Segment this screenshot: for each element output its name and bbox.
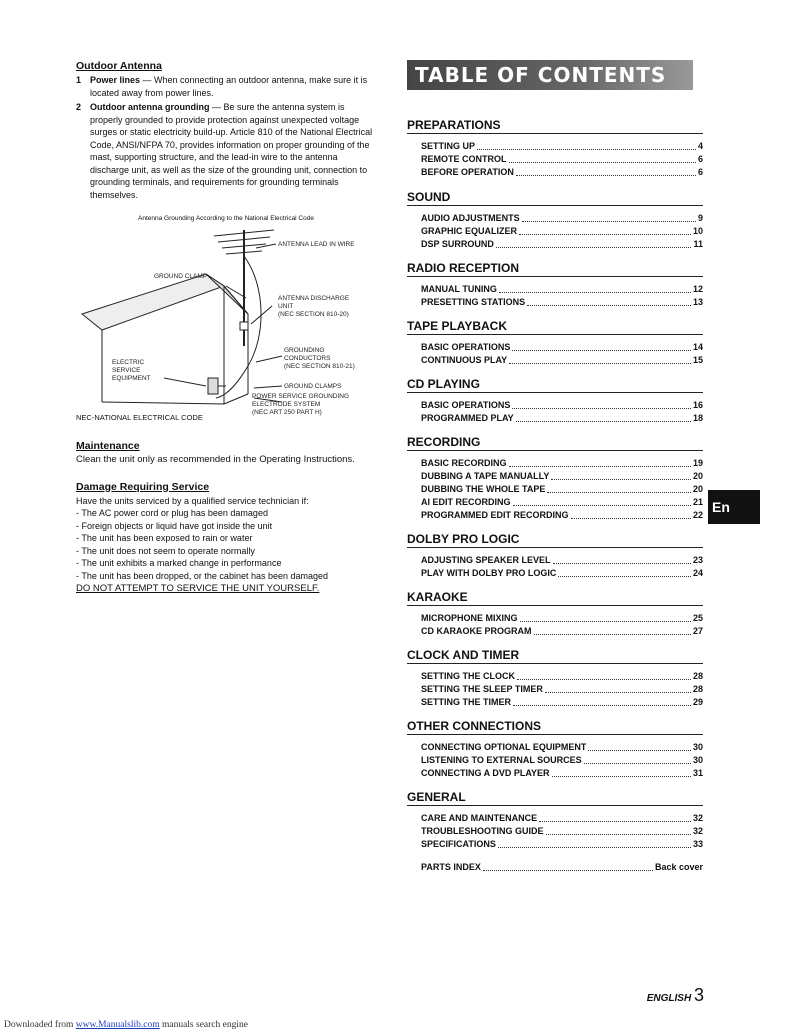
- svg-text:GROUNDING: GROUNDING: [284, 347, 325, 354]
- label-ground-clamp: GROUND CLAMP: [154, 273, 208, 280]
- antenna-grounding-diagram: [76, 226, 376, 416]
- left-column: [76, 60, 376, 594]
- damage-list: Have the units serviced by a qualified service technician if: - The AC power cord or plug has been damaged - Foreign objects or liquid have got inside the unit - The unit has been exposed to rain or water - The unit does not seem to operate normally - The unit exhibits a marked change in performance - The unit has been dropped, or the cabinet has been damaged: [76, 495, 376, 583]
- toc-entry[interactable]: ADJUSTING SPEAKER LEVEL 23: [421, 555, 703, 565]
- toc-section: [407, 377, 703, 425]
- svg-text:(NEC SECTION 810-21): (NEC SECTION 810-21): [284, 363, 355, 370]
- list-item: - The unit does not seem to operate normally: [76, 545, 255, 556]
- svg-text:ELECTRODE SYSTEM: ELECTRODE SYSTEM: [252, 401, 321, 408]
- list-item: - Foreign objects or liquid have got inside the unit: [76, 520, 273, 531]
- maintenance-text: Clean the unit only as recommended in the Operating Instructions.: [76, 454, 355, 465]
- toc-section: [407, 435, 703, 522]
- svg-text:CONDUCTORS: CONDUCTORS: [284, 355, 331, 362]
- toc-section-heading: OTHER CONNECTIONS: [407, 719, 703, 735]
- toc-entry[interactable]: TROUBLESHOOTING GUIDE 32: [421, 826, 703, 836]
- toc-section: [407, 190, 703, 251]
- toc-entry[interactable]: BEFORE OPERATION 6: [421, 167, 703, 177]
- toc-entry[interactable]: PLAY WITH DOLBY PRO LOGIC 24: [421, 568, 703, 578]
- toc-section: [407, 648, 703, 709]
- toc-entry[interactable]: SETTING UP 4: [421, 141, 703, 151]
- toc-entry[interactable]: AUDIO ADJUSTMENTS 9: [421, 213, 703, 223]
- toc-entry[interactable]: DUBBING THE WHOLE TAPE 20: [421, 484, 703, 494]
- toc-section: [407, 590, 703, 638]
- svg-text:(NEC SECTION 810-20): (NEC SECTION 810-20): [278, 311, 349, 318]
- toc-entry[interactable]: SPECIFICATIONS 33: [421, 839, 703, 849]
- toc-entry[interactable]: CARE AND MAINTENANCE 32: [421, 813, 703, 823]
- toc-section: [407, 719, 703, 780]
- toc-entry[interactable]: DSP SURROUND 11: [421, 239, 703, 249]
- toc-entry[interactable]: AI EDIT RECORDING 21: [421, 497, 703, 507]
- toc-entry[interactable]: PRESETTING STATIONS 13: [421, 297, 703, 307]
- service-warning: DO NOT ATTEMPT TO SERVICE THE UNIT YOURSELF.: [76, 582, 320, 594]
- table-of-contents: [407, 60, 703, 874]
- toc-entry[interactable]: CONTINUOUS PLAY 15: [421, 355, 703, 365]
- list-item: - The AC power cord or plug has been damaged: [76, 508, 268, 519]
- toc-entry[interactable]: MICROPHONE MIXING 25: [421, 613, 703, 623]
- list-item: - The unit has been dropped, or the cabinet has been damaged: [76, 571, 329, 582]
- list-item: 2 Outdoor antenna grounding — Be sure the antenna system is properly grounded to provide protection against unexpected voltage surges or static electricity build-up. Article 810 of the National Electrical Code, ANSI/NFPA 70, provides information on proper grounding of the mast, supporting structure, and the lead-in wire to the antenna discharge unit, as well as the size of the grounding unit, connection to grounding terminals, and requirements for grounding terminals themselves.: [76, 102, 373, 200]
- svg-text:ELECTRIC: ELECTRIC: [112, 359, 145, 366]
- toc-entry[interactable]: CONNECTING OPTIONAL EQUIPMENT 30: [421, 742, 703, 752]
- list-item: - The unit has been exposed to rain or water: [76, 533, 253, 544]
- toc-entry[interactable]: BASIC OPERATIONS 14: [421, 342, 703, 352]
- page-number: 3: [693, 985, 704, 1005]
- toc-section-heading: RECORDING: [407, 435, 703, 451]
- toc-section-heading: SOUND: [407, 190, 703, 206]
- toc-entry[interactable]: GRAPHIC EQUALIZER 10: [421, 226, 703, 236]
- toc-entry[interactable]: SETTING THE SLEEP TIMER 28: [421, 684, 703, 694]
- svg-text:POWER SERVICE GROUNDING: POWER SERVICE GROUNDING: [252, 393, 350, 400]
- toc-section-heading: DOLBY PRO LOGIC: [407, 532, 703, 548]
- nec-note: NEC-NATIONAL ELECTRICAL CODE: [76, 413, 203, 422]
- toc-section-heading: RADIO RECEPTION: [407, 261, 703, 277]
- toc-entry[interactable]: BASIC OPERATIONS 16: [421, 400, 703, 410]
- page-footer: [647, 985, 704, 1006]
- maintenance-heading: Maintenance: [76, 440, 140, 452]
- diagram-caption: Antenna Grounding According to the National Electrical Code: [138, 215, 314, 222]
- list-item: - The unit exhibits a marked change in performance: [76, 558, 282, 569]
- footer-language: ENGLISH: [646, 993, 692, 1004]
- toc-entry[interactable]: BASIC RECORDING 19: [421, 458, 703, 468]
- toc-section: [407, 790, 703, 851]
- toc-entry[interactable]: CONNECTING A DVD PLAYER 31: [421, 768, 703, 778]
- toc-entry[interactable]: DUBBING A TAPE MANUALLY 20: [421, 471, 703, 481]
- toc-section-heading: KARAOKE: [407, 590, 703, 606]
- label-antenna-lead: ANTENNA LEAD IN WIRE: [278, 241, 355, 248]
- toc-entry[interactable]: SETTING THE CLOCK 28: [421, 671, 703, 681]
- svg-text:ANTENNA DISCHARGE: ANTENNA DISCHARGE: [278, 295, 350, 302]
- toc-entry[interactable]: PROGRAMMED EDIT RECORDING 22: [421, 510, 703, 520]
- svg-text:(NEC ART 250 PART H): (NEC ART 250 PART H): [252, 409, 322, 416]
- toc-entry[interactable]: CD KARAOKE PROGRAM 27: [421, 626, 703, 636]
- toc-section-heading: CLOCK AND TIMER: [407, 648, 703, 664]
- toc-section: [407, 118, 703, 179]
- toc-title: TABLE OF CONTENTS: [407, 60, 693, 90]
- svg-text:UNIT: UNIT: [278, 303, 294, 310]
- toc-section: [407, 319, 703, 367]
- toc-section-heading: TAPE PLAYBACK: [407, 319, 703, 335]
- damage-heading: Damage Requiring Service: [76, 480, 210, 493]
- list-item: 1 Power lines — When connecting an outdoor antenna, make sure it is located away from power lines.: [76, 75, 368, 98]
- manualslib-link[interactable]: www.Manualslib.com: [75, 1020, 160, 1030]
- language-tab: En: [708, 490, 760, 524]
- toc-entry[interactable]: MANUAL TUNING 12: [421, 284, 703, 294]
- toc-entry[interactable]: PROGRAMMED PLAY 18: [421, 413, 703, 423]
- label-ground-clamps: GROUND CLAMPS: [284, 383, 342, 390]
- toc-section-heading: GENERAL: [407, 790, 703, 806]
- download-footer: Downloaded from www.Manualslib.com manuals search engine: [4, 1020, 248, 1030]
- toc-entry[interactable]: REMOTE CONTROL 6: [421, 154, 703, 164]
- outdoor-antenna-heading: Outdoor Antenna: [76, 60, 162, 72]
- toc-section-heading: CD PLAYING: [407, 377, 703, 393]
- toc-section-heading: PREPARATIONS: [407, 118, 703, 134]
- toc-entry-parts-index[interactable]: PARTS INDEX Back cover: [421, 862, 703, 872]
- toc-section: [407, 261, 703, 309]
- toc-section: [407, 532, 703, 580]
- svg-text:SERVICE: SERVICE: [112, 367, 141, 374]
- svg-text:EQUIPMENT: EQUIPMENT: [112, 375, 151, 382]
- toc-entry[interactable]: LISTENING TO EXTERNAL SOURCES 30: [421, 755, 703, 765]
- toc-entry[interactable]: SETTING THE TIMER 29: [421, 697, 703, 707]
- toc-sections: [407, 118, 703, 851]
